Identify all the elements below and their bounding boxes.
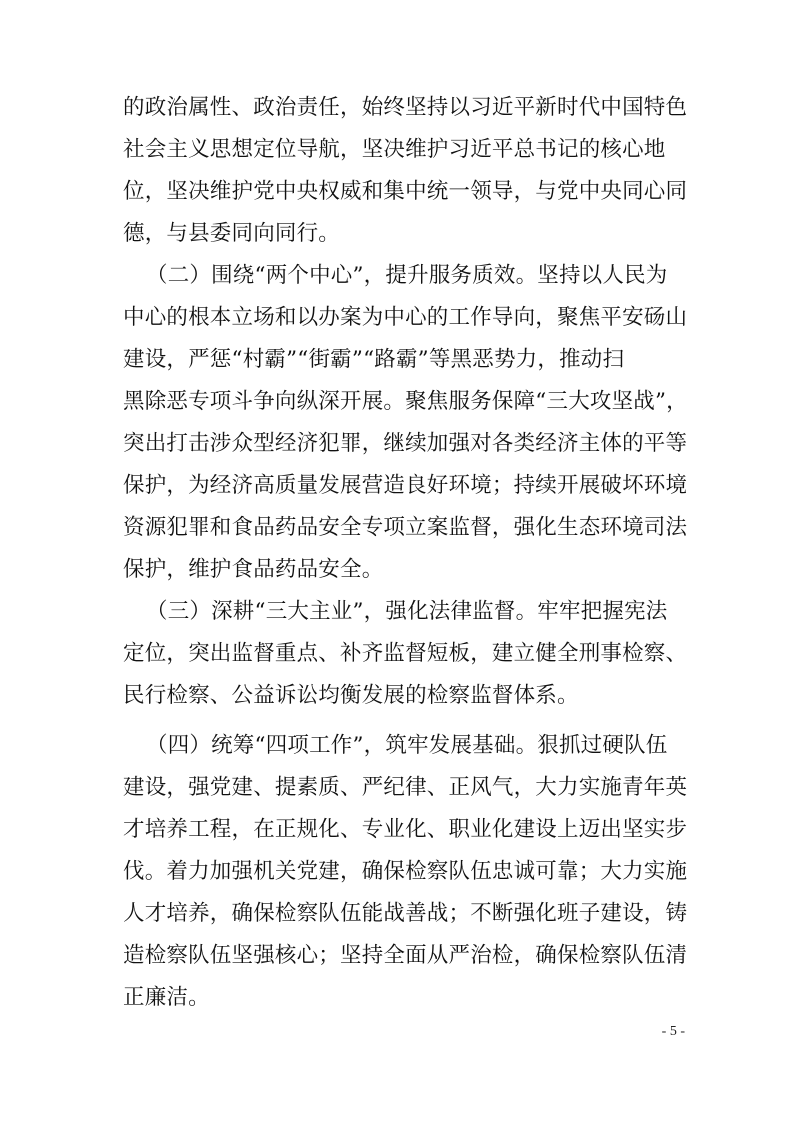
section-heading-line: （四）统筹“四项工作”，筑牢发展基础。狠抓过硬队伍 — [146, 733, 668, 758]
text-line: 位，坚决维护党中央权威和集中统一领导，与党中央同心同 — [123, 179, 688, 204]
text-line: 造检察队伍坚强核心；坚持全面从严治检，确保检察队伍清 — [123, 943, 688, 968]
text-line: 资源犯罪和食品药品安全专项立案监督，强化生态环境司法 — [123, 515, 688, 540]
page-number: - 5 - — [661, 1024, 685, 1039]
text-line: 伐。着力加强机关党建，确保检察队伍忠诚可靠；大力实施 — [123, 859, 688, 884]
text-line: 社会主义思想定位导航，坚决维护习近平总书记的核心地 — [123, 137, 666, 162]
text-line: 保护，为经济高质量发展营造良好环境；持续开展破坏环境 — [123, 473, 688, 498]
text-line: 民行检察、公益诉讼均衡发展的检察监督体系。 — [123, 683, 579, 708]
text-line: 才培养工程，在正规化、专业化、职业化建设上迈出坚实步 — [123, 817, 688, 842]
text-line: 定位，突出监督重点、补齐监督短板，建立健全刑事检察、 — [123, 641, 688, 666]
text-line: 正廉洁。 — [123, 985, 210, 1010]
text-line: 黑除恶专项斗争向纵深开展。聚焦服务保障“三大攻坚战”， — [123, 389, 688, 414]
text-line: 人才培养，确保检察队伍能战善战；不断强化班子建设，铸 — [123, 901, 688, 926]
text-line: 的政治属性、政治责任，始终坚持以习近平新时代中国特色 — [123, 95, 688, 120]
text-line: 建设，强党建、提素质、严纪律、正风气，大力实施青年英 — [123, 775, 688, 800]
text-line: 建设，严惩“村霸”“街霸”“路霸”等黑恶势力，推动扫 — [123, 347, 625, 372]
section-heading-line: （三）深耕“三大主业”，强化法律监督。牢牢把握宪法 — [146, 599, 668, 624]
text-line: 德，与县委同向同行。 — [123, 221, 341, 246]
text-line: 突出打击涉众型经济犯罪，继续加强对各类经济主体的平等 — [123, 431, 688, 456]
section-heading-line: （二）围绕“两个中心”，提升服务质效。坚持以人民为 — [146, 263, 668, 288]
text-line: 中心的根本立场和以办案为中心的工作导向，聚焦平安砀山 — [123, 305, 688, 330]
text-line: 保护，维护食品药品安全。 — [123, 557, 384, 582]
